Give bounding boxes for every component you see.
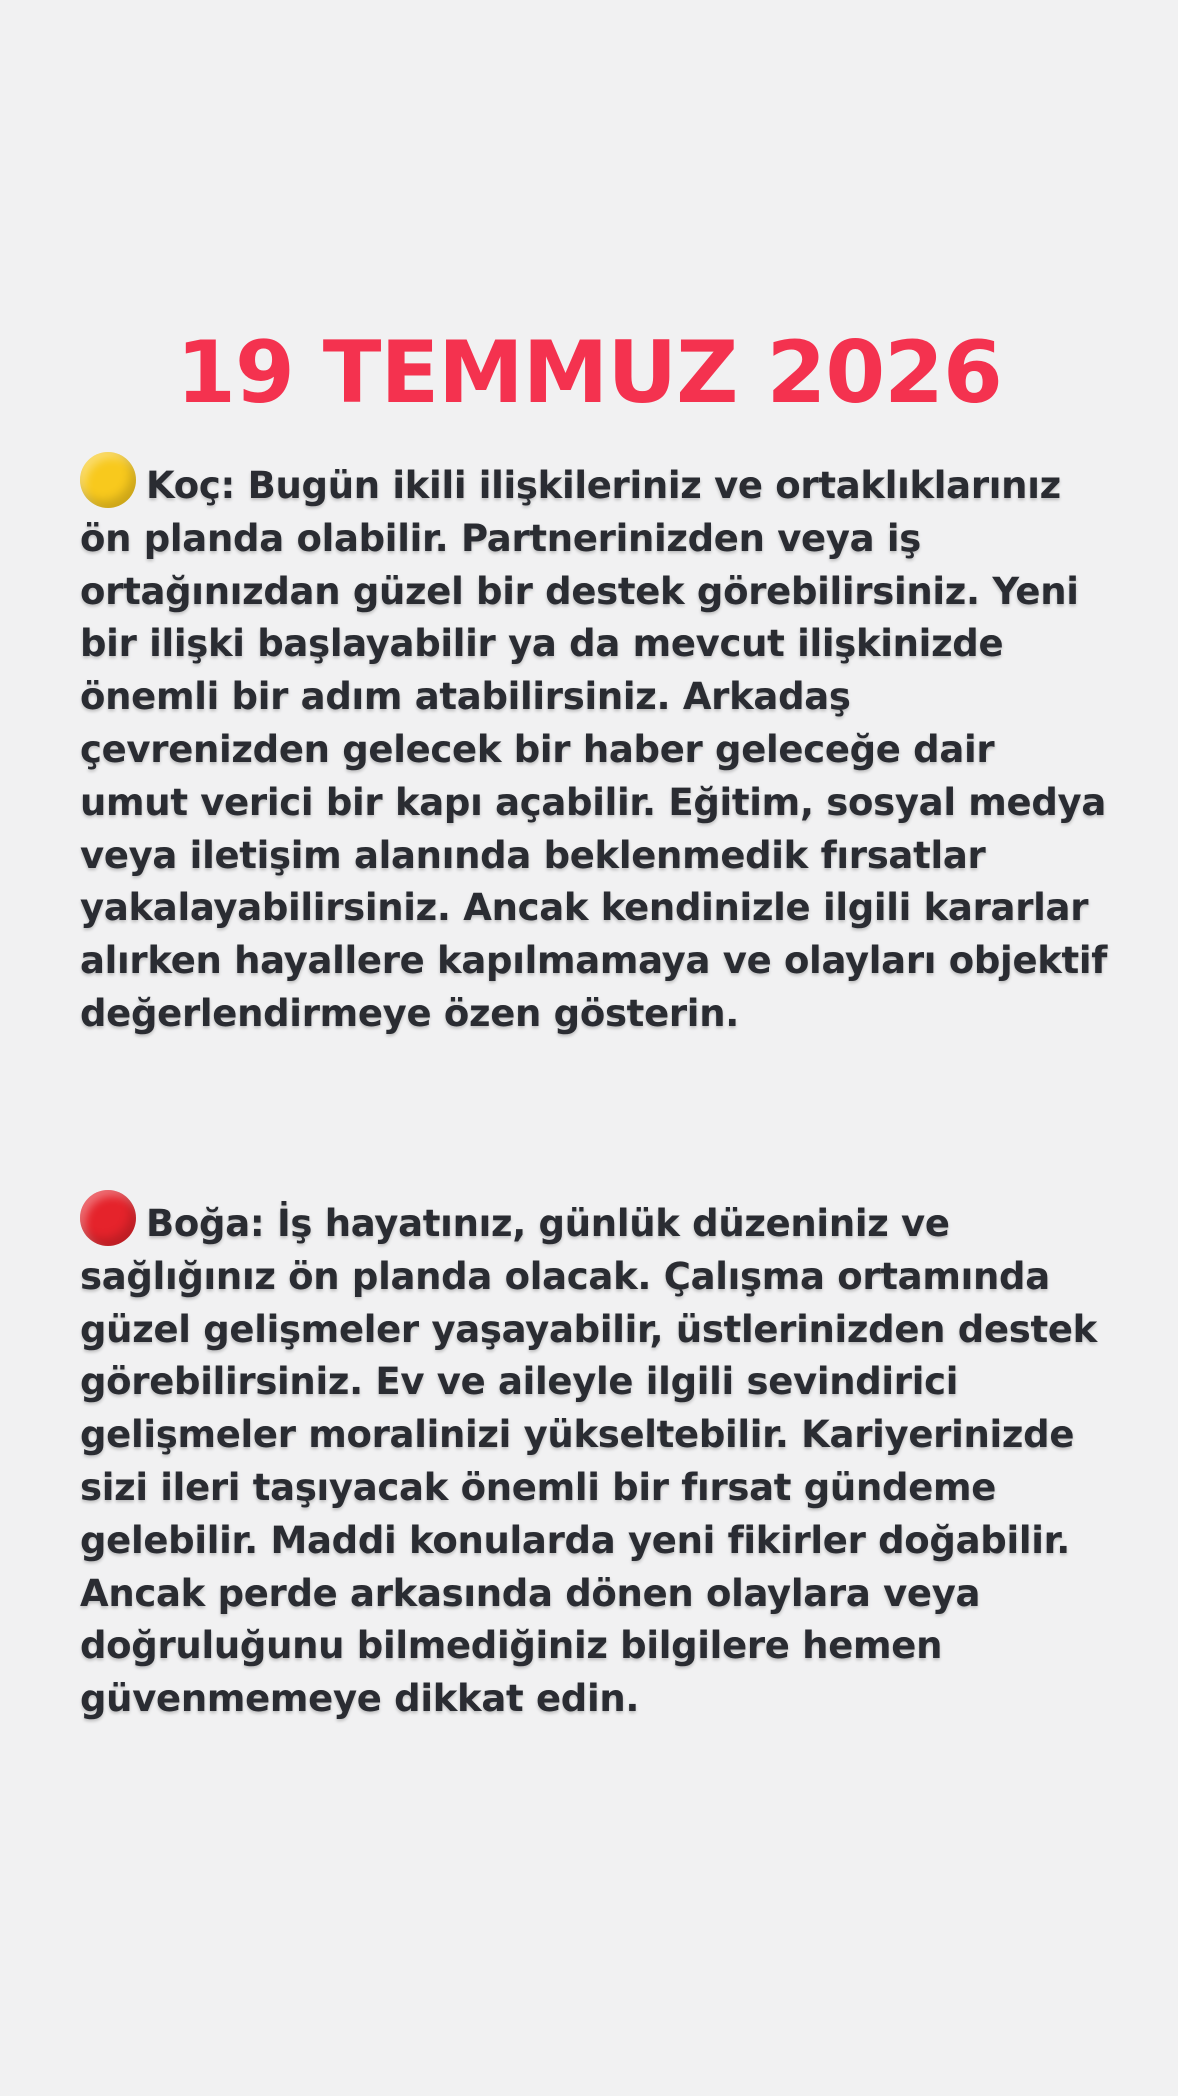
horoscope-text: Bugün ikili ilişkileriniz ve ortaklıklarınız ön planda olabilir. Partnerinizden veya iş ortağınızdan güzel bir destek görebilirsiniz. Yeni bir ilişki başlayabilir ya da mevcut ilişkinizde önemli bir adım atabilirsiniz. Arkadaş çevrenizden gelecek bir haber geleceğe dair umut verici bir kapı açabilir. Eğitim, sosyal medya veya iletişim alanında beklenmedik fırsatlar yakalayabilirsiniz. Ancak kendinizle ilgili kararlar alırken hayallere kapılmamaya ve olayları objektif değerlendirmeye özen gösterin.: [80, 464, 1108, 1035]
horoscope-text: İş hayatınız, günlük düzeniniz ve sağlığınız ön planda olacak. Çalışma ortamında güzel gelişmeler yaşayabilir, üstlerinizden destek görebilirsiniz. Ev ve aileyle ilgili sevindirici gelişmeler moralinizi yükseltebilir. Kariyerinizde sizi ileri taşıyacak önemli bir fırsat gündeme gelebilir. Maddi konularda yeni fikirler doğabilir. Ancak perde arkasında dönen olaylara veya doğruluğunu bilmediğiniz bilgilere hemen güvenmemeye dikkat edin.: [80, 1202, 1097, 1721]
horoscope-entry-koc: [80, 452, 1110, 1041]
sign-name: Boğa: [146, 1202, 250, 1245]
sign-name: Koç: [146, 464, 221, 507]
yellow-circle-icon: [80, 452, 136, 508]
page-title: 19 TEMMUZ 2026: [176, 323, 1002, 423]
horoscope-entry-boga: [80, 1190, 1110, 1726]
red-circle-icon: [80, 1190, 136, 1246]
sign-separator: :: [249, 1202, 265, 1245]
sign-separator: :: [220, 464, 235, 507]
